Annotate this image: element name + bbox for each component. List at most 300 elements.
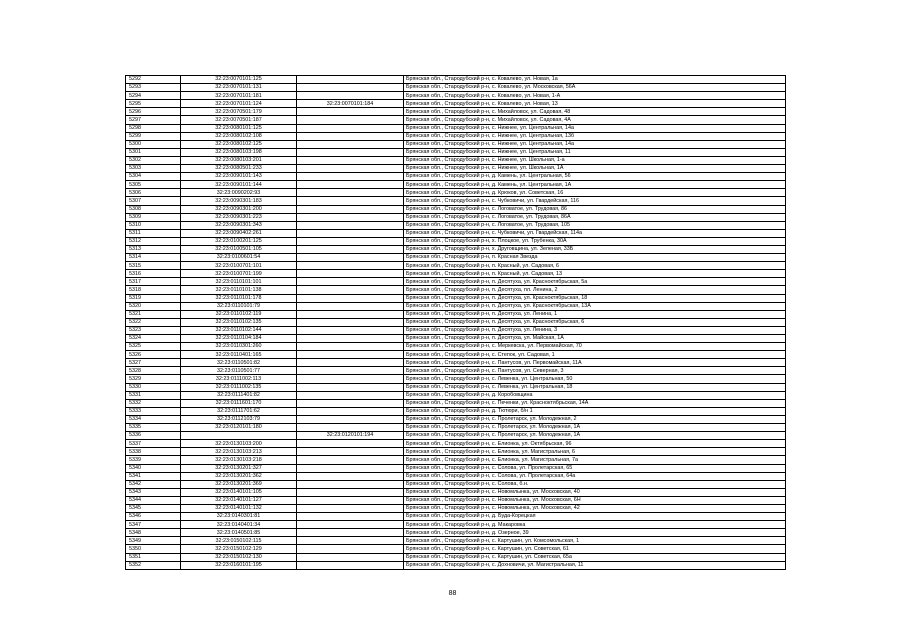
- linked-cadastral-number-cell: [297, 173, 404, 181]
- address-cell: Брянская обл., Стародубский р-н, д. Крюков, ул. Советская, 16: [404, 189, 786, 197]
- linked-cadastral-number-cell: [297, 496, 404, 504]
- linked-cadastral-number-cell: [297, 561, 404, 569]
- row-number-cell: 5297: [126, 116, 181, 124]
- linked-cadastral-number-cell: [297, 108, 404, 116]
- linked-cadastral-number-cell: [297, 310, 404, 318]
- table-row: [126, 213, 786, 221]
- linked-cadastral-number-cell: [297, 156, 404, 164]
- row-number-cell: 5305: [126, 181, 181, 189]
- linked-cadastral-number-cell: [297, 399, 404, 407]
- table-row: [126, 521, 786, 529]
- table-row: [126, 359, 786, 367]
- table-row: [126, 245, 786, 253]
- address-cell: Брянская обл., Стародубский р-н, п. Десятуха, ул. Красноктябрьская, 13А: [404, 302, 786, 310]
- address-cell: Брянская обл., Стародубский р-н, с. Новомлынка, ул. Московская, 6Н: [404, 496, 786, 504]
- row-number-cell: 5316: [126, 270, 181, 278]
- linked-cadastral-number-cell: [297, 529, 404, 537]
- table-row: [126, 197, 786, 205]
- linked-cadastral-number-cell: [297, 245, 404, 253]
- cadastral-number-cell: 32:23:0130201:362: [181, 472, 297, 480]
- table-row: [126, 148, 786, 156]
- linked-cadastral-number-cell: [297, 488, 404, 496]
- table-row: [126, 100, 786, 108]
- address-cell: Брянская обл., Стародубский р-н, п. Десятуха, ул. Ленина, 3: [404, 326, 786, 334]
- table-row: [126, 448, 786, 456]
- row-number-cell: 5327: [126, 359, 181, 367]
- linked-cadastral-number-cell: [297, 294, 404, 302]
- address-cell: Брянская обл., Стародубский р-н, с. Дохновичи, ул. Магистральная, 11: [404, 561, 786, 569]
- row-number-cell: 5346: [126, 513, 181, 521]
- address-cell: Брянская обл., Стародубский р-н, с. Пролетарск, ул. Молодежная, 1А: [404, 424, 786, 432]
- row-number-cell: 5318: [126, 286, 181, 294]
- cadastral-number-cell: 32:23:0080102:125: [181, 140, 297, 148]
- row-number-cell: 5343: [126, 488, 181, 496]
- linked-cadastral-number-cell: [297, 229, 404, 237]
- cadastral-number-cell: 32:23:0130103:213: [181, 448, 297, 456]
- cadastral-number-cell: 32:23:0110501:77: [181, 367, 297, 375]
- address-cell: Брянская обл., Стародубский р-н, с. Елионка, ул. Магистральная, 6: [404, 448, 786, 456]
- linked-cadastral-number-cell: [297, 92, 404, 100]
- linked-cadastral-number-cell: [297, 351, 404, 359]
- cadastral-number-cell: 32:23:0090301:343: [181, 221, 297, 229]
- table-row: [126, 165, 786, 173]
- cadastral-table: [125, 75, 786, 570]
- linked-cadastral-number-cell: [297, 480, 404, 488]
- table-row: [126, 545, 786, 553]
- cadastral-number-cell: 32:23:0110102:119: [181, 310, 297, 318]
- cadastral-number-cell: 32:23:0100201:125: [181, 237, 297, 245]
- cadastral-number-cell: 32:23:0070101:131: [181, 84, 297, 92]
- table-row: [126, 456, 786, 464]
- cadastral-number-cell: 32:23:0100701:101: [181, 262, 297, 270]
- table-row: [126, 124, 786, 132]
- table-row: [126, 262, 786, 270]
- row-number-cell: 5320: [126, 302, 181, 310]
- linked-cadastral-number-cell: [297, 205, 404, 213]
- row-number-cell: 5308: [126, 205, 181, 213]
- linked-cadastral-number-cell: [297, 221, 404, 229]
- cadastral-number-cell: 32:23:0080101:125: [181, 124, 297, 132]
- linked-cadastral-number-cell: [297, 343, 404, 351]
- row-number-cell: 5311: [126, 229, 181, 237]
- cadastral-number-cell: 32:23:0070501:187: [181, 116, 297, 124]
- cadastral-number-cell: 32:23:0070101:181: [181, 92, 297, 100]
- address-cell: Брянская обл., Стародубский р-н, с. Михайловск, ул. Садовая, 4А: [404, 116, 786, 124]
- cadastral-number-cell: 32:23:0150102:130: [181, 553, 297, 561]
- table-row: [126, 472, 786, 480]
- table-row: [126, 375, 786, 383]
- cadastral-number-cell: 32:23:0111002:135: [181, 383, 297, 391]
- table-row: [126, 504, 786, 512]
- row-number-cell: 5304: [126, 173, 181, 181]
- table-row: [126, 302, 786, 310]
- table-row: [126, 343, 786, 351]
- linked-cadastral-number-cell: [297, 262, 404, 270]
- address-cell: Брянская обл., Стародубский р-н, д. Камень, ул. Центральная, 1А: [404, 181, 786, 189]
- address-cell: Брянская обл., Стародубский р-н, с. Картушин, ул. Комсомольская, 1: [404, 537, 786, 545]
- cadastral-number-cell: 32:23:0070101:124: [181, 100, 297, 108]
- table-row: [126, 286, 786, 294]
- cadastral-number-cell: 32:23:0111701:62: [181, 407, 297, 415]
- row-number-cell: 5328: [126, 367, 181, 375]
- linked-cadastral-number-cell: [297, 456, 404, 464]
- row-number-cell: 5301: [126, 148, 181, 156]
- table-row: [126, 221, 786, 229]
- address-cell: Брянская обл., Стародубский р-н, с. Новомлынка, ул. Московская, 40: [404, 488, 786, 496]
- address-cell: Брянская обл., Стародубский р-н, х. Друговщина, ул. Зеленая, 33Б: [404, 245, 786, 253]
- address-cell: Брянская обл., Стародубский р-н, с. Солова, б.н.: [404, 480, 786, 488]
- row-number-cell: 5344: [126, 496, 181, 504]
- cadastral-number-cell: 32:23:0110101:138: [181, 286, 297, 294]
- linked-cadastral-number-cell: [297, 116, 404, 124]
- row-number-cell: 5299: [126, 132, 181, 140]
- cadastral-number-cell: 32:23:0100701:199: [181, 270, 297, 278]
- cadastral-number-cell: 32:23:0160101:195: [181, 561, 297, 569]
- cadastral-number-cell: 32:23:0080501:233: [181, 165, 297, 173]
- table-row: [126, 270, 786, 278]
- cadastral-number-cell: 32:23:0110101:101: [181, 278, 297, 286]
- address-cell: Брянская обл., Стародубский р-н, с. Ковалево, ул. Новая, 13: [404, 100, 786, 108]
- table-row: [126, 189, 786, 197]
- address-cell: Брянская обл., Стародубский р-н, с. Пролетарск, ул. Молодежная, 1А: [404, 432, 786, 440]
- linked-cadastral-number-cell: [297, 504, 404, 512]
- row-number-cell: 5334: [126, 415, 181, 423]
- table-row: [126, 310, 786, 318]
- linked-cadastral-number-cell: [297, 521, 404, 529]
- address-cell: Брянская обл., Стародубский р-н, п. Десятуха, ул. Красноктябрьская, 6: [404, 318, 786, 326]
- table-row: [126, 278, 786, 286]
- cadastral-number-cell: 32:23:0090402:261: [181, 229, 297, 237]
- row-number-cell: 5339: [126, 456, 181, 464]
- linked-cadastral-number-cell: [297, 537, 404, 545]
- address-cell: Брянская обл., Стародубский р-н, с. Новомлынка, ул. Московская, 42: [404, 504, 786, 512]
- table-row: [126, 351, 786, 359]
- linked-cadastral-number-cell: [297, 424, 404, 432]
- row-number-cell: 5292: [126, 76, 181, 84]
- address-cell: Брянская обл., Стародубский р-н, с. Картушин, ул. Советская, 61: [404, 545, 786, 553]
- cadastral-number-cell: 32:23:0130201:327: [181, 464, 297, 472]
- table-row: [126, 391, 786, 399]
- row-number-cell: 5294: [126, 92, 181, 100]
- address-cell: Брянская обл., Стародубский р-н, с. Нижнее, ул. Школьная, 1-а: [404, 156, 786, 164]
- cadastral-number-cell: 32:23:0130103:218: [181, 456, 297, 464]
- table-row: [126, 561, 786, 569]
- table-row: [126, 140, 786, 148]
- address-cell: Брянская обл., Стародубский р-н, д. Камень, ул. Центральная, 56: [404, 173, 786, 181]
- table-row: [126, 318, 786, 326]
- cadastral-number-cell: 32:23:0110501:82: [181, 359, 297, 367]
- linked-cadastral-number-cell: [297, 553, 404, 561]
- table-row: [126, 205, 786, 213]
- cadastral-number-cell: 32:23:0110301:260: [181, 343, 297, 351]
- address-cell: Брянская обл., Стародубский р-н, д. Тютюри, б/н 1: [404, 407, 786, 415]
- address-cell: Брянская обл., Стародубский р-н, с. Степок, ул. Садовая, 1: [404, 351, 786, 359]
- cadastral-number-cell: 32:23:0080103:201: [181, 156, 297, 164]
- linked-cadastral-number-cell: [297, 326, 404, 334]
- linked-cadastral-number-cell: [297, 383, 404, 391]
- linked-cadastral-number-cell: [297, 472, 404, 480]
- address-cell: Брянская обл., Стародубский р-н, с. Ковалево, ул. Московская, 56А: [404, 84, 786, 92]
- address-cell: Брянская обл., Стародубский р-н, с. Нижнее, ул. Школьная, 1А: [404, 165, 786, 173]
- address-cell: Брянская обл., Стародубский р-н, с. Нижнее, ул. Центральная, 14а: [404, 124, 786, 132]
- cadastral-number-cell: 32:23:0090301:223: [181, 213, 297, 221]
- cadastral-number-cell: 32:23:0090301:183: [181, 197, 297, 205]
- row-number-cell: 5337: [126, 440, 181, 448]
- table-row: [126, 553, 786, 561]
- row-number-cell: 5335: [126, 424, 181, 432]
- table-row: [126, 432, 786, 440]
- row-number-cell: 5326: [126, 351, 181, 359]
- address-cell: Брянская обл., Стародубский р-н, д. Озерное, 39: [404, 529, 786, 537]
- address-cell: Брянская обл., Стародубский р-н, п. Красный, ул. Садовая, 13: [404, 270, 786, 278]
- table-row: [126, 294, 786, 302]
- address-cell: Брянская обл., Стародубский р-н, с. Нижнее, ул. Центральная, 11: [404, 148, 786, 156]
- address-cell: Брянская обл., Стародубский р-н, с. Нижнее, ул. Центральная, 13б: [404, 132, 786, 140]
- linked-cadastral-number-cell: [297, 181, 404, 189]
- row-number-cell: 5331: [126, 391, 181, 399]
- cadastral-number-cell: 32:23:0140101:127: [181, 496, 297, 504]
- row-number-cell: 5348: [126, 529, 181, 537]
- table-row: [126, 116, 786, 124]
- cadastral-number-cell: 32:23:0140101:105: [181, 488, 297, 496]
- cadastral-number-cell: 32:23:0100601:54: [181, 254, 297, 262]
- address-cell: Брянская обл., Стародубский р-н, д. Буда-Корецкая: [404, 513, 786, 521]
- cadastral-number-cell: 32:23:0110102:144: [181, 326, 297, 334]
- table-row: [126, 237, 786, 245]
- table-row: [126, 383, 786, 391]
- linked-cadastral-number-cell: [297, 448, 404, 456]
- row-number-cell: 5314: [126, 254, 181, 262]
- address-cell: Брянская обл., Стародубский р-н, п. Десятуха, ул. Красноктябрьская, 18: [404, 294, 786, 302]
- cadastral-number-cell: 32:23:0130103:200: [181, 440, 297, 448]
- linked-cadastral-number-cell: 32:23:0070101:184: [297, 100, 404, 108]
- cadastral-number-cell: 32:23:0080103:198: [181, 148, 297, 156]
- table-row: [126, 424, 786, 432]
- table-row: [126, 108, 786, 116]
- linked-cadastral-number-cell: [297, 407, 404, 415]
- linked-cadastral-number-cell: [297, 318, 404, 326]
- address-cell: Брянская обл., Стародубский р-н, с. Чубковичи, ул. Гвардейская, 116: [404, 197, 786, 205]
- row-number-cell: 5306: [126, 189, 181, 197]
- table-row: [126, 84, 786, 92]
- table-row: [126, 488, 786, 496]
- address-cell: Брянская обл., Стародубский р-н, с. Пролетарск, ул. Молодежная, 2: [404, 415, 786, 423]
- cadastral-number-cell: 32:23:0111002:113: [181, 375, 297, 383]
- address-cell: Брянская обл., Стародубский р-н, с. Солова, ул. Пролетарская, 65: [404, 464, 786, 472]
- table-row: [126, 399, 786, 407]
- address-cell: Брянская обл., Стародубский р-н, с. Меркевска, ул. Первомайская, 70: [404, 343, 786, 351]
- row-number-cell: 5330: [126, 383, 181, 391]
- cadastral-number-cell: 32:23:0140301:81: [181, 513, 297, 521]
- address-cell: Брянская обл., Стародубский р-н, с. Логоватое, ул. Трудовая, 105: [404, 221, 786, 229]
- table-row: [126, 335, 786, 343]
- row-number-cell: 5302: [126, 156, 181, 164]
- table-row: [126, 132, 786, 140]
- table-row: [126, 367, 786, 375]
- linked-cadastral-number-cell: [297, 367, 404, 375]
- linked-cadastral-number-cell: [297, 124, 404, 132]
- table-row: [126, 407, 786, 415]
- cadastral-number-cell: 32:23:0090101:144: [181, 181, 297, 189]
- linked-cadastral-number-cell: [297, 545, 404, 553]
- linked-cadastral-number-cell: 32:23:0120101:194: [297, 432, 404, 440]
- row-number-cell: 5345: [126, 504, 181, 512]
- linked-cadastral-number-cell: [297, 132, 404, 140]
- row-number-cell: 5332: [126, 399, 181, 407]
- address-cell: Брянская обл., Стародубский р-н, с. Печенки, ул. Красноктябрьская, 14А: [404, 399, 786, 407]
- table-row: [126, 326, 786, 334]
- table-row: [126, 415, 786, 423]
- cadastral-number-cell: 32:23:0090101:143: [181, 173, 297, 181]
- linked-cadastral-number-cell: [297, 165, 404, 173]
- address-cell: Брянская обл., Стародубский р-н, п. Красный, ул. Садовая, 6: [404, 262, 786, 270]
- address-cell: Брянская обл., Стародубский р-н, с. Левенка, ул. Центральная, 50: [404, 375, 786, 383]
- row-number-cell: 5319: [126, 294, 181, 302]
- address-cell: Брянская обл., Стародубский р-н, п. Десятуха, ул. Красноктябрьская, 5а: [404, 278, 786, 286]
- cadastral-number-cell: 32:23:0100501:105: [181, 245, 297, 253]
- linked-cadastral-number-cell: [297, 415, 404, 423]
- cadastral-number-cell: 32:23:0150102:115: [181, 537, 297, 545]
- linked-cadastral-number-cell: [297, 189, 404, 197]
- table-row: [126, 156, 786, 164]
- cadastral-number-cell: 32:23:0112103:79: [181, 415, 297, 423]
- row-number-cell: 5350: [126, 545, 181, 553]
- linked-cadastral-number-cell: [297, 148, 404, 156]
- row-number-cell: 5295: [126, 100, 181, 108]
- row-number-cell: 5324: [126, 335, 181, 343]
- table-row: [126, 496, 786, 504]
- linked-cadastral-number-cell: [297, 335, 404, 343]
- linked-cadastral-number-cell: [297, 391, 404, 399]
- row-number-cell: 5315: [126, 262, 181, 270]
- cadastral-number-cell: 32:23:0110401:165: [181, 351, 297, 359]
- cadastral-number-cell: 32:23:0120101:180: [181, 424, 297, 432]
- cadastral-number-cell: 32:23:0090301:200: [181, 205, 297, 213]
- row-number-cell: 5312: [126, 237, 181, 245]
- row-number-cell: 5303: [126, 165, 181, 173]
- linked-cadastral-number-cell: [297, 237, 404, 245]
- address-cell: Брянская обл., Стародубский р-н, с. Пантусов, ул. Северная, 3: [404, 367, 786, 375]
- table-row: [126, 440, 786, 448]
- linked-cadastral-number-cell: [297, 84, 404, 92]
- address-cell: Брянская обл., Стародубский р-н, п. Красная Звезда: [404, 254, 786, 262]
- row-number-cell: 5341: [126, 472, 181, 480]
- linked-cadastral-number-cell: [297, 440, 404, 448]
- address-cell: Брянская обл., Стародубский р-н, с. Михайловск, ул. Садовая, 48: [404, 108, 786, 116]
- table-row: [126, 537, 786, 545]
- cadastral-number-cell: 32:23:0080102:108: [181, 132, 297, 140]
- row-number-cell: 5349: [126, 537, 181, 545]
- cadastral-number-cell: 32:23:0070101:125: [181, 76, 297, 84]
- row-number-cell: 5313: [126, 245, 181, 253]
- cadastral-number-cell: 32:23:0140501:85: [181, 529, 297, 537]
- address-cell: Брянская обл., Стародубский р-н, с. Елионка, ул. Магистральная, 7а: [404, 456, 786, 464]
- linked-cadastral-number-cell: [297, 375, 404, 383]
- address-cell: Брянская обл., Стародубский р-н, с. Елионка, ул. Октябрьская, 96: [404, 440, 786, 448]
- cadastral-number-cell: 32:23:0111601:170: [181, 399, 297, 407]
- table-row: [126, 173, 786, 181]
- linked-cadastral-number-cell: [297, 513, 404, 521]
- row-number-cell: 5307: [126, 197, 181, 205]
- linked-cadastral-number-cell: [297, 270, 404, 278]
- row-number-cell: 5310: [126, 221, 181, 229]
- table-row: [126, 181, 786, 189]
- address-cell: Брянская обл., Стародубский р-н, с. Логоватое, ул. Трудовая, 86: [404, 205, 786, 213]
- row-number-cell: 5323: [126, 326, 181, 334]
- cadastral-number-cell: 32:23:0150102:129: [181, 545, 297, 553]
- row-number-cell: 5309: [126, 213, 181, 221]
- row-number-cell: 5296: [126, 108, 181, 116]
- row-number-cell: 5317: [126, 278, 181, 286]
- address-cell: Брянская обл., Стародубский р-н, с. Солова, ул. Пролетарская, 64а: [404, 472, 786, 480]
- linked-cadastral-number-cell: [297, 464, 404, 472]
- cadastral-number-cell: [181, 432, 297, 440]
- address-cell: Брянская обл., Стародубский р-н, с. Пантусов, ул. Первомайская, 11А: [404, 359, 786, 367]
- address-cell: Брянская обл., Стародубский р-н, с. Картушин, ул. Советская, 65а: [404, 553, 786, 561]
- row-number-cell: 5338: [126, 448, 181, 456]
- linked-cadastral-number-cell: [297, 76, 404, 84]
- address-cell: Брянская обл., Стародубский р-н, д. Коробовщина: [404, 391, 786, 399]
- linked-cadastral-number-cell: [297, 286, 404, 294]
- row-number-cell: 5293: [126, 84, 181, 92]
- linked-cadastral-number-cell: [297, 213, 404, 221]
- address-cell: Брянская обл., Стародубский р-н, с. Логоватое, ул. Трудовая, 86А: [404, 213, 786, 221]
- row-number-cell: 5347: [126, 521, 181, 529]
- row-number-cell: 5342: [126, 480, 181, 488]
- cadastral-number-cell: 32:23:0090202:93: [181, 189, 297, 197]
- row-number-cell: 5322: [126, 318, 181, 326]
- cadastral-number-cell: 32:23:0070501:179: [181, 108, 297, 116]
- linked-cadastral-number-cell: [297, 140, 404, 148]
- address-cell: Брянская обл., Стародубский р-н, х. Плоцкое, ул. Трубенка, 30А: [404, 237, 786, 245]
- cadastral-number-cell: 32:23:0110101:79: [181, 302, 297, 310]
- row-number-cell: 5336: [126, 432, 181, 440]
- address-cell: Брянская обл., Стародубский р-н, с. Ковалево, ул. Новая, 1а: [404, 76, 786, 84]
- linked-cadastral-number-cell: [297, 254, 404, 262]
- table-row: [126, 76, 786, 84]
- cadastral-number-cell: 32:23:0140101:132: [181, 504, 297, 512]
- cadastral-number-cell: 32:23:0110102:135: [181, 318, 297, 326]
- table-body: [126, 76, 786, 570]
- linked-cadastral-number-cell: [297, 359, 404, 367]
- address-cell: Брянская обл., Стародубский р-н, с. Ковалево, ул. Новая, 1-А: [404, 92, 786, 100]
- cadastral-number-cell: 32:23:0110104:184: [181, 335, 297, 343]
- address-cell: Брянская обл., Стародубский р-н, п. Десятуха, ул. Майская, 1А: [404, 335, 786, 343]
- table-row: [126, 229, 786, 237]
- table-row: [126, 529, 786, 537]
- address-cell: Брянская обл., Стародубский р-н, д. Макаровка: [404, 521, 786, 529]
- row-number-cell: 5340: [126, 464, 181, 472]
- linked-cadastral-number-cell: [297, 278, 404, 286]
- address-cell: Брянская обл., Стародубский р-н, п. Десятуха, пл. Ленина, 2: [404, 286, 786, 294]
- row-number-cell: 5321: [126, 310, 181, 318]
- cadastral-number-cell: 32:23:0140401:34: [181, 521, 297, 529]
- address-cell: Брянская обл., Стародубский р-н, с. Нижнее, ул. Центральная, 14а: [404, 140, 786, 148]
- row-number-cell: 5352: [126, 561, 181, 569]
- table-row: [126, 92, 786, 100]
- linked-cadastral-number-cell: [297, 302, 404, 310]
- page-number: 88: [448, 590, 457, 597]
- row-number-cell: 5329: [126, 375, 181, 383]
- address-cell: Брянская обл., Стародубский р-н, п. Десятуха, ул. Ленина, 1: [404, 310, 786, 318]
- row-number-cell: 5333: [126, 407, 181, 415]
- table-row: [126, 513, 786, 521]
- row-number-cell: 5298: [126, 124, 181, 132]
- row-number-cell: 5351: [126, 553, 181, 561]
- cadastral-number-cell: 32:23:0111401:82: [181, 391, 297, 399]
- table-row: [126, 254, 786, 262]
- linked-cadastral-number-cell: [297, 197, 404, 205]
